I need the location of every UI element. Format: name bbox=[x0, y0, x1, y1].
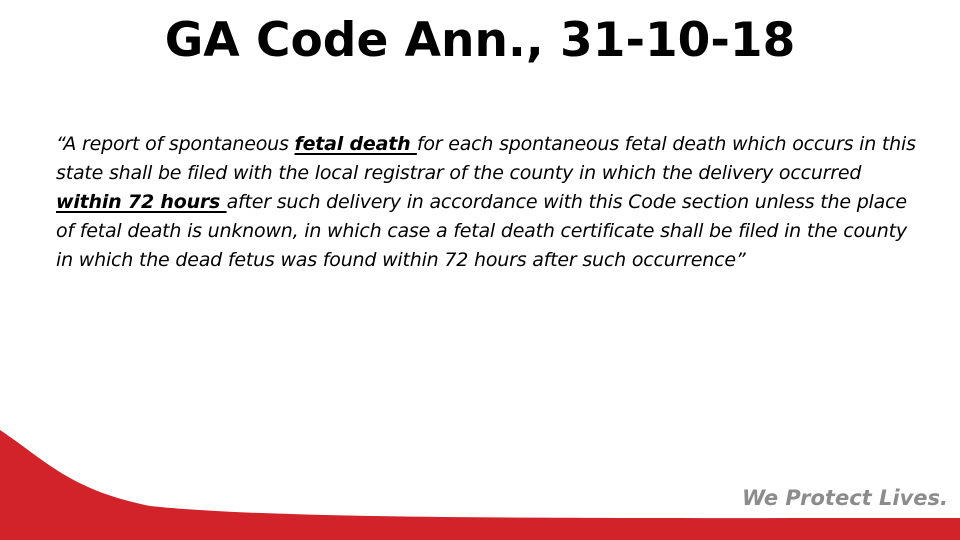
statute-quote bbox=[56, 130, 926, 275]
quote-emphasis-within-72-hours: within 72 hours bbox=[56, 191, 227, 213]
quote-text-part-3: after such delivery in accordance with this Code section unless the place of fetal death is unknown, in which case a fetal death certificate shall be filed in the county in which the dead fetus was found within 72 hours after such occurrence” bbox=[56, 191, 907, 271]
slide-title: GA Code Ann., 31-10-18 bbox=[164, 13, 796, 68]
red-swoosh-footer bbox=[0, 420, 960, 540]
quote-emphasis-fetal-death: fetal death bbox=[294, 133, 417, 155]
quote-text-part-2: for each spontaneous fetal death which occurs in this state shall be filed with the local registrar of the county in which the delivery occurred bbox=[56, 133, 916, 184]
tagline: We Protect Lives. bbox=[742, 486, 948, 510]
quote-text-part-1: “A report of spontaneous bbox=[56, 133, 295, 155]
